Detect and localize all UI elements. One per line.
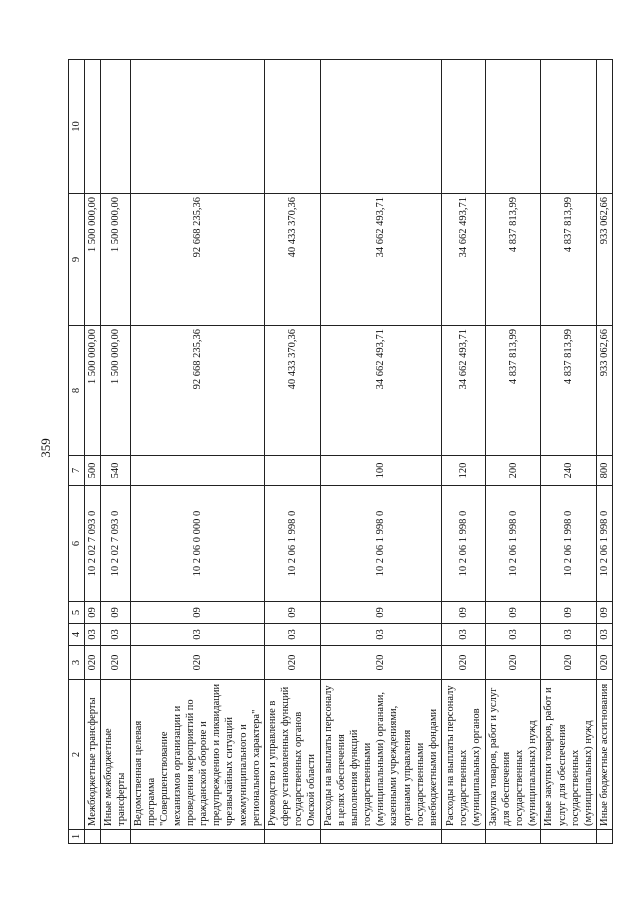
table-cell xyxy=(485,830,541,844)
table-cell xyxy=(441,830,485,844)
code-section: 03 xyxy=(85,624,101,646)
amount-col9: 34 662 493,71 xyxy=(441,194,485,326)
table-row xyxy=(101,60,130,844)
code-admin: 020 xyxy=(485,646,541,680)
amount-col10 xyxy=(485,60,541,194)
code-expense-type: 540 xyxy=(101,456,130,486)
amount-col9: 34 662 493,71 xyxy=(320,194,441,326)
code-admin: 020 xyxy=(85,646,101,680)
code-subsection: 09 xyxy=(101,602,130,624)
code-expense-type: 120 xyxy=(441,456,485,486)
table-cell xyxy=(596,830,612,844)
code-target: 10 2 06 1 998 0 xyxy=(541,486,597,602)
table-row xyxy=(85,60,101,844)
code-target: 10 2 06 1 998 0 xyxy=(320,486,441,602)
table-cell xyxy=(101,830,130,844)
amount-col8: 4 837 813,99 xyxy=(541,326,597,456)
code-target: 10 2 06 1 998 0 xyxy=(485,486,541,602)
code-target: 10 2 02 7 093 0 xyxy=(85,486,101,602)
amount-col9: 92 668 235,36 xyxy=(130,194,264,326)
item-name: Расходы на выплаты персоналу в целях обеспечения выполнения функций государственными (муниципальными) органами, казенными учреждениями, органами управления государственными внебюджетными фондами xyxy=(320,680,441,830)
amount-col9: 1 500 000,00 xyxy=(101,194,130,326)
amount-col10 xyxy=(85,60,101,194)
code-admin: 020 xyxy=(596,646,612,680)
code-target: 10 2 02 7 093 0 xyxy=(101,486,130,602)
code-expense-type: 500 xyxy=(85,456,101,486)
code-subsection: 09 xyxy=(85,602,101,624)
item-name: Ведомственная целевая программа "Совершенствование механизмов организации и проведения мероприятий по гражданской обороне и предупреждению и ликвидации чрезвычайных ситуаций межмуниципального и регионального характера" xyxy=(130,680,264,830)
amount-col9: 40 433 370,36 xyxy=(264,194,320,326)
table-row xyxy=(441,60,485,844)
code-expense-type: 100 xyxy=(320,456,441,486)
rotated-table-container xyxy=(68,60,610,844)
code-admin: 020 xyxy=(101,646,130,680)
header-cell: 3 xyxy=(69,646,85,680)
code-section: 03 xyxy=(101,624,130,646)
amount-col9: 1 500 000,00 xyxy=(85,194,101,326)
code-target: 10 2 06 0 000 0 xyxy=(130,486,264,602)
table-row xyxy=(596,60,612,844)
code-expense-type: 240 xyxy=(541,456,597,486)
code-section: 03 xyxy=(264,624,320,646)
table-row xyxy=(485,60,541,844)
amount-col10 xyxy=(596,60,612,194)
header-cell: 9 xyxy=(69,194,85,326)
code-admin: 020 xyxy=(130,646,264,680)
header-cell: 10 xyxy=(69,60,85,194)
item-name: Руководство и управление в сфере установленных функций государственных органов Омской области xyxy=(264,680,320,830)
code-admin: 020 xyxy=(541,646,597,680)
amount-col10 xyxy=(264,60,320,194)
amount-col10 xyxy=(541,60,597,194)
item-name: Иные закупки товаров, работ и услуг для обеспечения государственных (муниципальных) нужд xyxy=(541,680,597,830)
amount-col8: 4 837 813,99 xyxy=(485,326,541,456)
table-cell xyxy=(130,830,264,844)
amount-col10 xyxy=(441,60,485,194)
budget-table xyxy=(68,59,613,844)
code-subsection: 09 xyxy=(596,602,612,624)
amount-col10 xyxy=(320,60,441,194)
table-cell xyxy=(541,830,597,844)
amount-col8: 1 500 000,00 xyxy=(101,326,130,456)
code-admin: 020 xyxy=(441,646,485,680)
table-cell xyxy=(264,830,320,844)
item-name: Иные бюджетные ассигнования xyxy=(596,680,612,830)
amount-col8: 1 500 000,00 xyxy=(85,326,101,456)
code-target: 10 2 06 1 998 0 xyxy=(264,486,320,602)
item-name: Иные межбюджетные трансферты xyxy=(101,680,130,830)
code-target: 10 2 06 1 998 0 xyxy=(596,486,612,602)
code-section: 03 xyxy=(596,624,612,646)
amount-col8: 933 062,66 xyxy=(596,326,612,456)
amount-col9: 4 837 813,99 xyxy=(541,194,597,326)
header-cell: 2 xyxy=(69,680,85,830)
amount-col8: 40 433 370,36 xyxy=(264,326,320,456)
table-row xyxy=(264,60,320,844)
table-row xyxy=(130,60,264,844)
table-row xyxy=(541,60,597,844)
page-number: 359 xyxy=(38,438,53,458)
header-cell: 1 xyxy=(69,830,85,844)
code-target: 10 2 06 1 998 0 xyxy=(441,486,485,602)
header-cell: 7 xyxy=(69,456,85,486)
code-section: 03 xyxy=(130,624,264,646)
code-subsection: 09 xyxy=(264,602,320,624)
amount-col8: 34 662 493,71 xyxy=(320,326,441,456)
code-admin: 020 xyxy=(264,646,320,680)
table-row xyxy=(320,60,441,844)
code-section: 03 xyxy=(485,624,541,646)
amount-col10 xyxy=(130,60,264,194)
rotated-table-frame xyxy=(68,60,610,844)
code-expense-type: 200 xyxy=(485,456,541,486)
code-admin: 020 xyxy=(320,646,441,680)
code-section: 03 xyxy=(320,624,441,646)
header-cell: 5 xyxy=(69,602,85,624)
code-subsection: 09 xyxy=(541,602,597,624)
amount-col9: 4 837 813,99 xyxy=(485,194,541,326)
code-section: 03 xyxy=(541,624,597,646)
amount-col8: 92 668 235,36 xyxy=(130,326,264,456)
code-expense-type xyxy=(130,456,264,486)
code-section: 03 xyxy=(441,624,485,646)
header-row xyxy=(69,60,85,844)
header-cell: 8 xyxy=(69,326,85,456)
code-subsection: 09 xyxy=(130,602,264,624)
header-cell: 6 xyxy=(69,486,85,602)
code-subsection: 09 xyxy=(441,602,485,624)
item-name: Расходы на выплаты персоналу государственных (муниципальных) органов xyxy=(441,680,485,830)
header-cell: 4 xyxy=(69,624,85,646)
item-name: Закупка товаров, работ и услуг для обеспечения государственных (муниципальных) нужд xyxy=(485,680,541,830)
code-expense-type xyxy=(264,456,320,486)
code-subsection: 09 xyxy=(320,602,441,624)
amount-col8: 34 662 493,71 xyxy=(441,326,485,456)
item-name: Межбюджетные трансферты xyxy=(85,680,101,830)
table-cell xyxy=(320,830,441,844)
amount-col10 xyxy=(101,60,130,194)
code-expense-type: 800 xyxy=(596,456,612,486)
table-cell xyxy=(85,830,101,844)
amount-col9: 933 062,66 xyxy=(596,194,612,326)
code-subsection: 09 xyxy=(485,602,541,624)
